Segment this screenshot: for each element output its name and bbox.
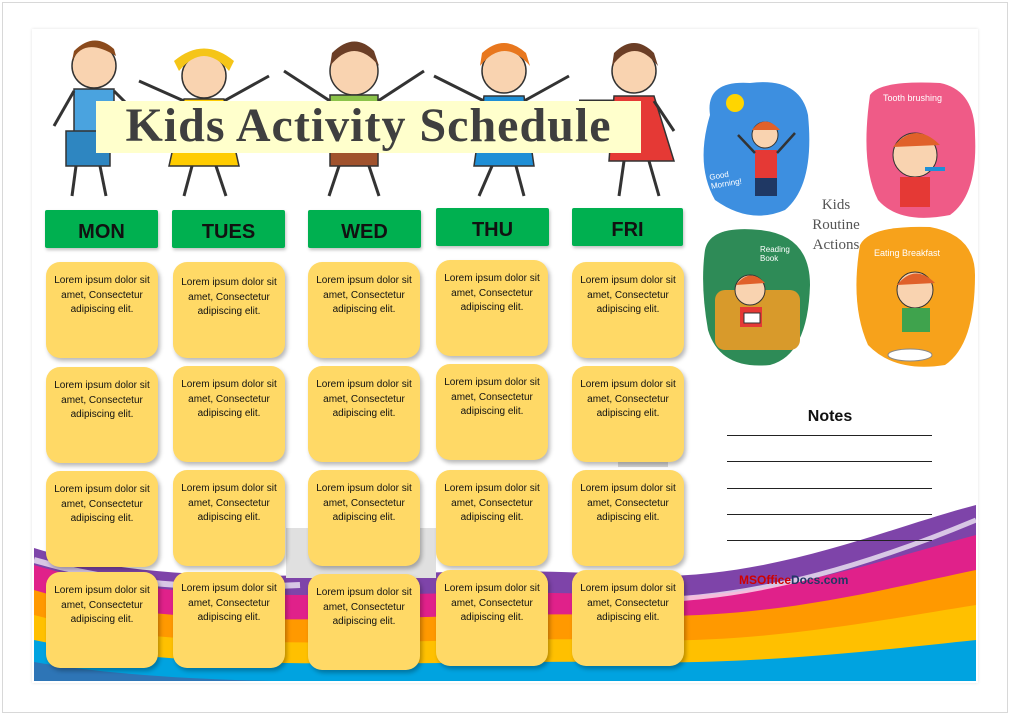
activity-card[interactable]	[46, 572, 158, 668]
activity-card[interactable]	[436, 364, 548, 460]
brand-logo-prefix: MSOffice	[739, 573, 792, 587]
activity-card[interactable]	[308, 262, 420, 358]
page-title: Kids Activity Schedule	[125, 99, 612, 152]
day-header-wed: WED	[308, 210, 421, 248]
activity-card[interactable]	[308, 470, 420, 566]
activity-card-text: Lorem ipsum dolor sit amet, Consectetur adipiscing elit.	[54, 484, 150, 524]
day-header-mon: MON	[45, 210, 158, 248]
activity-card-text: Lorem ipsum dolor sit amet, Consectetur adipiscing elit.	[181, 379, 277, 419]
brand-logo	[739, 573, 848, 587]
activity-card[interactable]	[46, 471, 158, 567]
activity-card[interactable]	[308, 366, 420, 462]
note-line[interactable]	[727, 461, 932, 462]
routine-label-eating-breakfast: Eating Breakfast	[874, 248, 941, 258]
day-header-fri: FRI	[572, 208, 683, 246]
note-line[interactable]	[727, 514, 932, 515]
activity-card[interactable]	[572, 262, 684, 358]
activity-card-text: Lorem ipsum dolor sit amet, Consectetur adipiscing elit.	[580, 483, 676, 523]
activity-card[interactable]	[173, 572, 285, 668]
activity-card[interactable]	[46, 262, 158, 358]
good-morning-picture	[704, 82, 810, 215]
activity-card[interactable]	[308, 574, 420, 670]
activity-card-text: Lorem ipsum dolor sit amet, Consectetur adipiscing elit.	[444, 377, 540, 417]
routine-heading: Kids Routine Actions	[812, 197, 860, 253]
activity-card-text: Lorem ipsum dolor sit amet, Consectetur adipiscing elit.	[444, 273, 540, 313]
activity-card[interactable]	[46, 367, 158, 463]
routine-label-tooth-brushing: Tooth brushing	[883, 93, 943, 103]
routine-label-reading-book: Reading Book	[760, 245, 790, 263]
activity-card-text: Lorem ipsum dolor sit amet, Consectetur adipiscing elit.	[580, 275, 676, 315]
activity-card[interactable]	[436, 470, 548, 566]
activity-card-text: Lorem ipsum dolor sit amet, Consectetur adipiscing elit.	[316, 379, 412, 419]
activity-card[interactable]	[173, 366, 285, 462]
activity-card-text: Lorem ipsum dolor sit amet, Consectetur adipiscing elit.	[54, 585, 150, 625]
brand-logo-middle: Docs	[791, 573, 821, 587]
activity-card-text: Lorem ipsum dolor sit amet, Consectetur adipiscing elit.	[444, 583, 540, 623]
activity-card-text: Lorem ipsum dolor sit amet, Consectetur adipiscing elit.	[54, 380, 150, 420]
activity-card-text: Lorem ipsum dolor sit amet, Consectetur adipiscing elit.	[316, 587, 412, 627]
activity-card-text: Lorem ipsum dolor sit amet, Consectetur adipiscing elit.	[181, 277, 277, 317]
activity-card-text: Lorem ipsum dolor sit amet, Consectetur adipiscing elit.	[580, 379, 676, 419]
activity-card-text: Lorem ipsum dolor sit amet, Consectetur adipiscing elit.	[316, 483, 412, 523]
day-header-thu: THU	[436, 208, 549, 246]
activity-card[interactable]	[572, 470, 684, 566]
activity-card[interactable]	[173, 470, 285, 566]
note-line[interactable]	[727, 435, 932, 436]
day-header-tues: TUES	[172, 210, 285, 248]
note-line[interactable]	[727, 488, 932, 489]
activity-card-text: Lorem ipsum dolor sit amet, Consectetur adipiscing elit.	[54, 275, 150, 315]
activity-card-text: Lorem ipsum dolor sit amet, Consectetur adipiscing elit.	[580, 583, 676, 623]
routine-label-good-morning: Good Morning!	[708, 169, 743, 191]
notes-title: Notes	[807, 408, 853, 425]
activity-card-text: Lorem ipsum dolor sit amet, Consectetur adipiscing elit.	[316, 275, 412, 315]
activity-card[interactable]	[173, 262, 285, 358]
brand-logo-suffix: .com	[820, 573, 849, 587]
activity-card[interactable]	[572, 366, 684, 462]
activity-card-text: Lorem ipsum dolor sit amet, Consectetur adipiscing elit.	[444, 483, 540, 523]
note-line[interactable]	[727, 540, 932, 541]
activity-card[interactable]	[436, 570, 548, 666]
activity-card-text: Lorem ipsum dolor sit amet, Consectetur adipiscing elit.	[181, 483, 277, 523]
activity-card-text: Lorem ipsum dolor sit amet, Consectetur adipiscing elit.	[181, 583, 277, 623]
activity-card[interactable]	[436, 260, 548, 356]
activity-card[interactable]	[572, 570, 684, 666]
